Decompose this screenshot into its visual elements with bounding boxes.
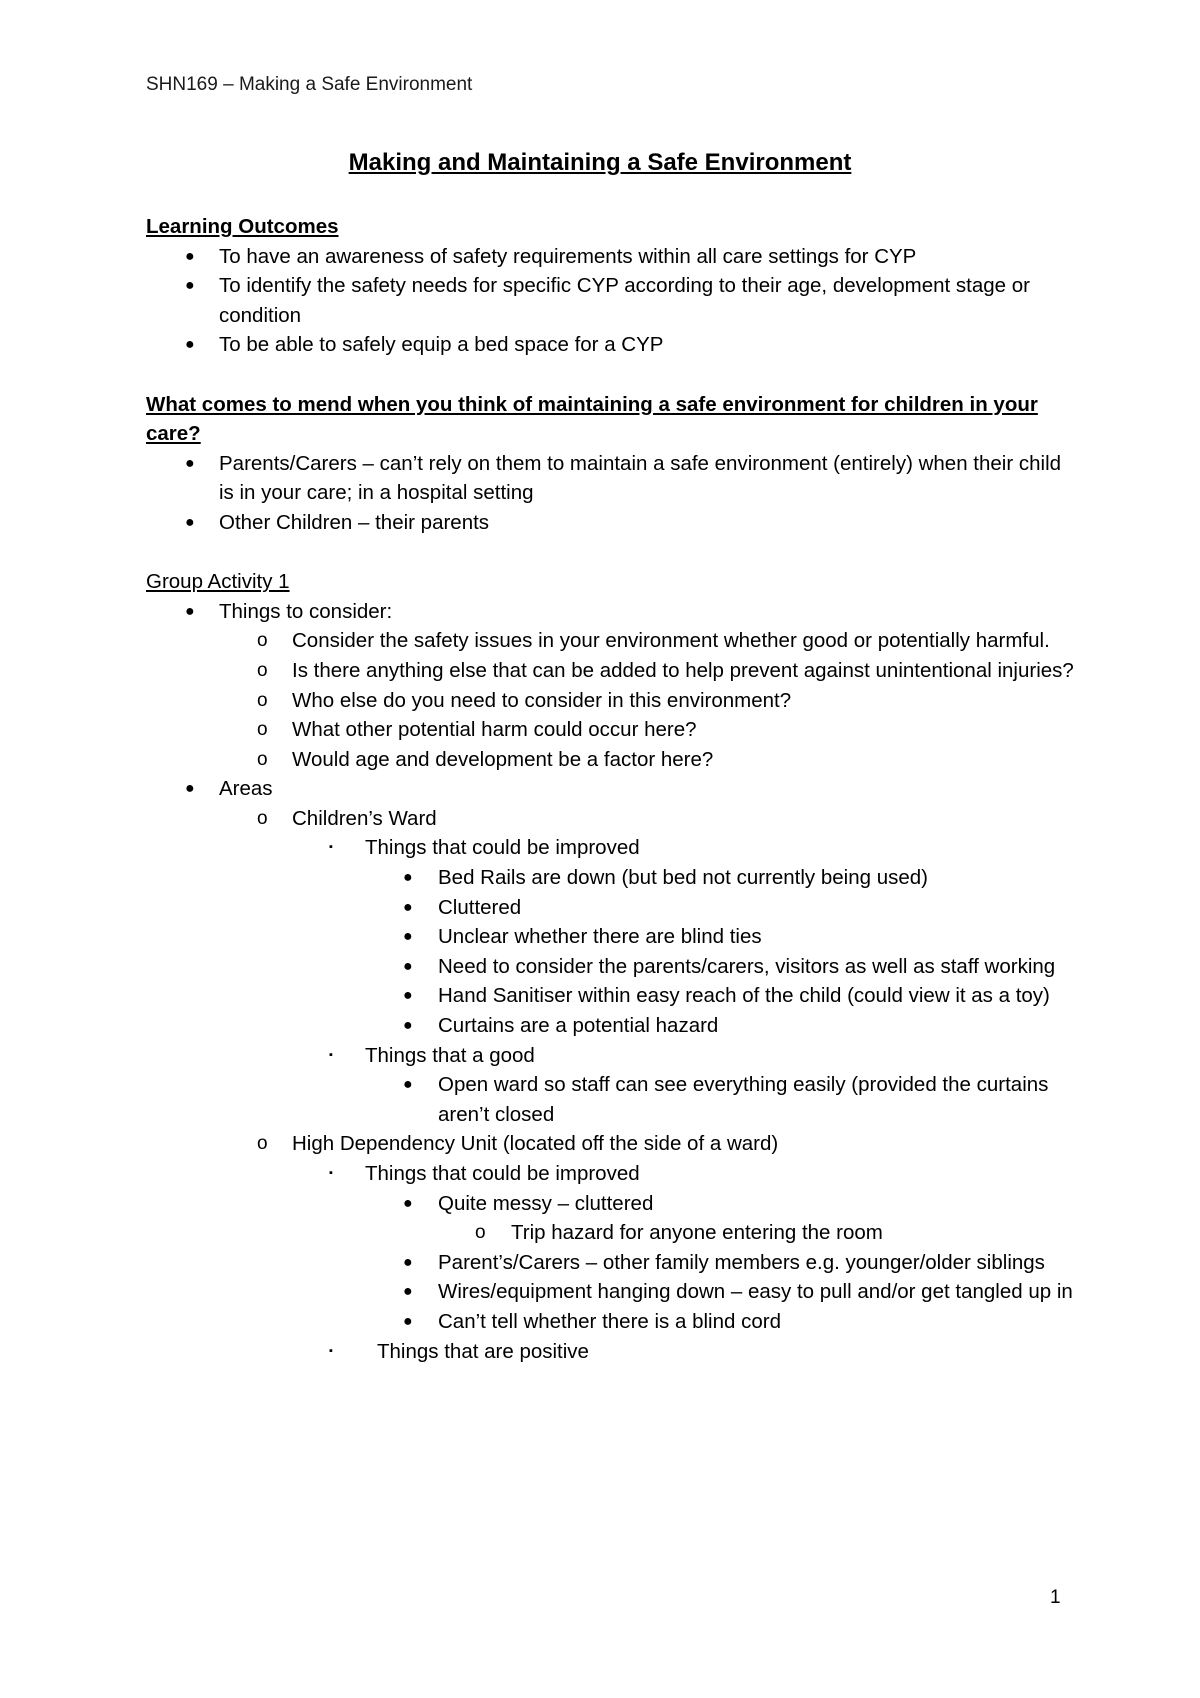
list-item-text: Unclear whether there are blind ties: [438, 925, 762, 949]
question-list: [146, 449, 1076, 538]
list-item-text: Things that are positive: [377, 1339, 589, 1363]
list-item: [146, 1011, 1076, 1041]
bullet-icon: ●: [185, 247, 195, 265]
list-item-text: Things that could be improved: [365, 836, 640, 860]
bullet-icon: ●: [403, 957, 413, 975]
document-title: Making and Maintaining a Safe Environment: [348, 149, 852, 176]
list-item-text: Is there anything else that can be added to help prevent against unintentional injuries?: [292, 658, 1074, 682]
document-body: [146, 212, 1076, 1366]
circle-bullet-icon: o: [257, 807, 268, 829]
bullet-icon: ●: [403, 1312, 413, 1330]
spacer: [146, 538, 1076, 568]
list-item: [146, 804, 1076, 834]
list-item-text: Things that could be improved: [365, 1162, 640, 1185]
list-item-text: Wires/equipment hanging down – easy to pull and/or get tangled up in: [438, 1280, 1073, 1304]
square-bullet-icon: ▪: [329, 1167, 333, 1179]
list-item: [146, 508, 1076, 538]
list-item-text: Would age and development be a factor here?: [292, 747, 714, 771]
bullet-icon: ●: [185, 513, 195, 531]
list-item: [146, 330, 1076, 360]
list-item: [146, 1041, 1076, 1071]
list-item-text: Things that a good: [365, 1043, 535, 1067]
bullet-icon: ●: [403, 898, 413, 916]
square-bullet-icon: ▪: [329, 1048, 333, 1061]
list-item: [146, 981, 1076, 1011]
list-item: [146, 1189, 1076, 1219]
list-item-text: Need to consider the parents/carers, visitors as well as staff working: [438, 954, 1056, 978]
bullet-icon: ●: [403, 1017, 413, 1035]
bullet-icon: ●: [185, 602, 195, 620]
list-item-text: To identify the safety needs for specific CYP according to their age, development stage or condition: [219, 274, 1030, 327]
list-item-text: To be able to safely equip a bed space for a CYP: [219, 333, 664, 357]
list-item-text: Consider the safety issues in your environment whether good or potentially harmful.: [292, 629, 1050, 653]
list-item: [146, 656, 1076, 686]
list-item-text: Things to consider:: [219, 599, 393, 623]
bullet-icon: ●: [185, 336, 195, 354]
bullet-icon: ●: [185, 454, 195, 472]
bullet-icon: ●: [403, 1194, 413, 1212]
circle-bullet-icon: o: [257, 1133, 268, 1155]
list-item: [146, 271, 1076, 330]
circle-bullet-icon: o: [257, 689, 268, 711]
list-item: [146, 745, 1076, 775]
list-item-text: What other potential harm could occur here?: [292, 718, 697, 742]
list-item-text: Open ward so staff can see everything easily (provided the curtains aren’t closed: [438, 1073, 1049, 1126]
circle-bullet-icon: o: [257, 630, 268, 652]
list-item: [146, 1129, 1076, 1159]
spacer: [146, 360, 1076, 390]
list-item-text: Curtains are a potential hazard: [438, 1014, 719, 1038]
circle-bullet-icon: o: [257, 659, 268, 681]
list-item-text: Quite messy – cluttered: [438, 1191, 654, 1215]
bullet-icon: ●: [185, 277, 195, 295]
list-item: [146, 715, 1076, 745]
question-heading: What comes to mend when you think of maintaining a safe environment for children in your care?: [146, 392, 1038, 446]
bullet-icon: ●: [403, 928, 413, 946]
list-item-text: Hand Sanitiser within easy reach of the child (could view it as a toy): [438, 984, 1050, 1008]
list-item-text: Who else do you need to consider in this environment?: [292, 688, 792, 712]
list-item-text: Other Children – their parents: [219, 510, 490, 534]
list-item-text: Bed Rails are down (but bed not currently being used): [438, 866, 929, 890]
list-item-text: Can’t tell whether there is a blind cord: [438, 1309, 781, 1333]
list-item-text: Trip hazard for anyone entering the room: [511, 1221, 883, 1245]
list-item: [146, 863, 1076, 893]
list-item-text: Parent’s/Carers – other family members e.g. younger/older siblings: [438, 1250, 1045, 1274]
bullet-icon: ●: [403, 987, 413, 1005]
bullet-icon: ●: [403, 1076, 413, 1094]
list-item-text: Cluttered: [438, 895, 522, 919]
square-bullet-icon: ▪: [329, 841, 333, 854]
group-activity-heading: Group Activity 1: [146, 570, 290, 594]
list-item: [146, 833, 1076, 863]
learning-outcomes-list: [146, 242, 1076, 360]
list-item: [146, 597, 1076, 627]
list-item: [146, 449, 1076, 508]
list-item: [146, 952, 1076, 982]
group-activity-list: [146, 597, 1076, 1366]
bullet-icon: ●: [185, 780, 195, 798]
list-item: [146, 1159, 1076, 1189]
circle-bullet-icon: o: [257, 719, 268, 741]
list-item: [146, 242, 1076, 272]
list-item: [146, 1337, 1076, 1367]
running-header: SHN169 – Making a Safe Environment: [146, 74, 473, 95]
list-item-text: Parents/Carers – can’t rely on them to maintain a safe environment (entirely) when their child is in your care; in a hospital setting: [219, 451, 1062, 505]
learning-outcomes-heading: Learning Outcomes: [146, 215, 339, 238]
list-item-text: High Dependency Unit (located off the side of a ward): [292, 1132, 779, 1156]
bullet-icon: ●: [403, 869, 413, 887]
bullet-icon: ●: [403, 1283, 413, 1301]
square-bullet-icon: ▪: [329, 1344, 333, 1357]
list-item-text: Children’s Ward: [292, 806, 437, 830]
list-item: [146, 626, 1076, 656]
list-item: [146, 1307, 1076, 1337]
list-item: [146, 922, 1076, 952]
circle-bullet-icon: o: [257, 748, 268, 770]
list-item: [146, 774, 1076, 804]
list-item: [146, 1248, 1076, 1278]
page-number: 1: [1050, 1587, 1061, 1608]
list-item: [146, 686, 1076, 716]
bullet-icon: ●: [403, 1253, 413, 1271]
list-item: [146, 1070, 1076, 1129]
list-item-text: To have an awareness of safety requirements within all care settings for CYP: [219, 244, 917, 268]
list-item: [146, 1277, 1076, 1307]
list-item: [146, 1218, 1076, 1248]
circle-bullet-icon: o: [475, 1222, 486, 1244]
list-item: [146, 893, 1076, 923]
list-item-text: Areas: [219, 777, 273, 801]
